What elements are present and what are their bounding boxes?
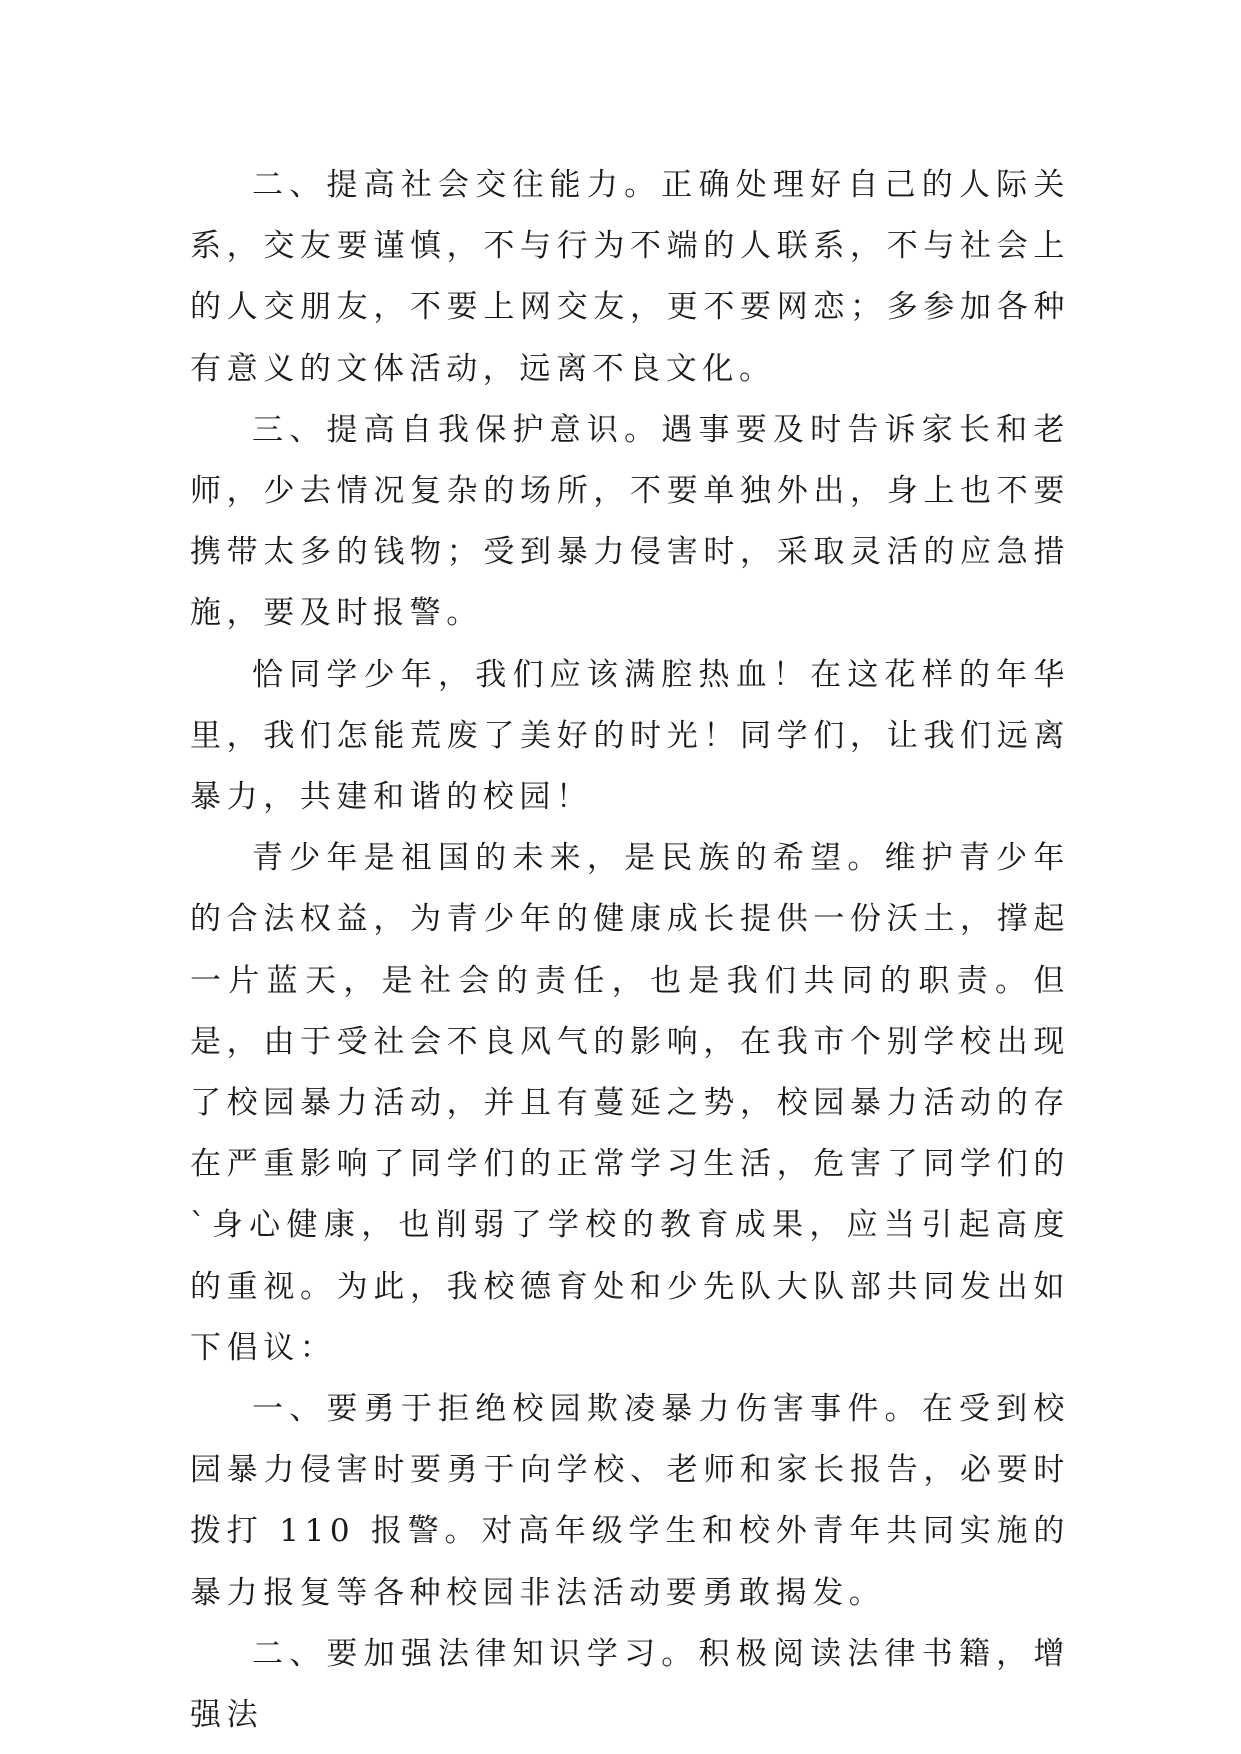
paragraph-refuse-bullying: 一、要勇于拒绝校园欺凌暴力伤害事件。在受到校园暴力侵害时要勇于向学校、老师和家长报告，必要时拨打 110 报警。对高年级学生和校外青年共同实施的暴力报复等各种校园非法活动要勇敢揭发。 — [190, 1391, 1070, 1611]
paragraph-legal-study: 二、要加强法律知识学习。积极阅读法律书籍，增强法 — [190, 1635, 1070, 1734]
paragraph-social-skills: 二、提高社会交往能力。正确处理好自己的人际关系，交友要谨慎，不与行为不端的人联系，不与社会上的人交朋友，不要上网交友，更不要网恋；多参加各种有意义的文体活动，远离不良文化。 — [190, 167, 1070, 387]
paragraph-youth-appeal: 恰同学少年，我们应该满腔热血！在这花样的年华里，我们怎能荒废了美好的时光！同学们，让我们远离暴力，共建和谐的校园！ — [190, 656, 1070, 816]
paragraph-initiative-intro: 青少年是祖国的未来，是民族的希望。维护青少年的合法权益，为青少年的健康成长提供一份沃土，撑起一片蓝天，是社会的责任，也是我们共同的职责。但是，由于受社会不良风气的影响，在我市个别学校出现了校园暴力活动，并且有蔓延之势，校园暴力活动的存在严重影响了同学们的正常学习生活，危害了同学们的`身心健康，也削弱了学校的教育成果，应当引起高度的重视。为此，我校德育处和少先队大队部共同发出如下倡议： — [190, 840, 1070, 1366]
paragraph-self-protection: 三、提高自我保护意识。遇事要及时告诉家长和老师，少去情况复杂的场所，不要单独外出，身上也不要携带太多的钱物；受到暴力侵害时，采取灵活的应急措施，要及时报警。 — [190, 411, 1070, 632]
document-body — [190, 155, 1070, 1746]
